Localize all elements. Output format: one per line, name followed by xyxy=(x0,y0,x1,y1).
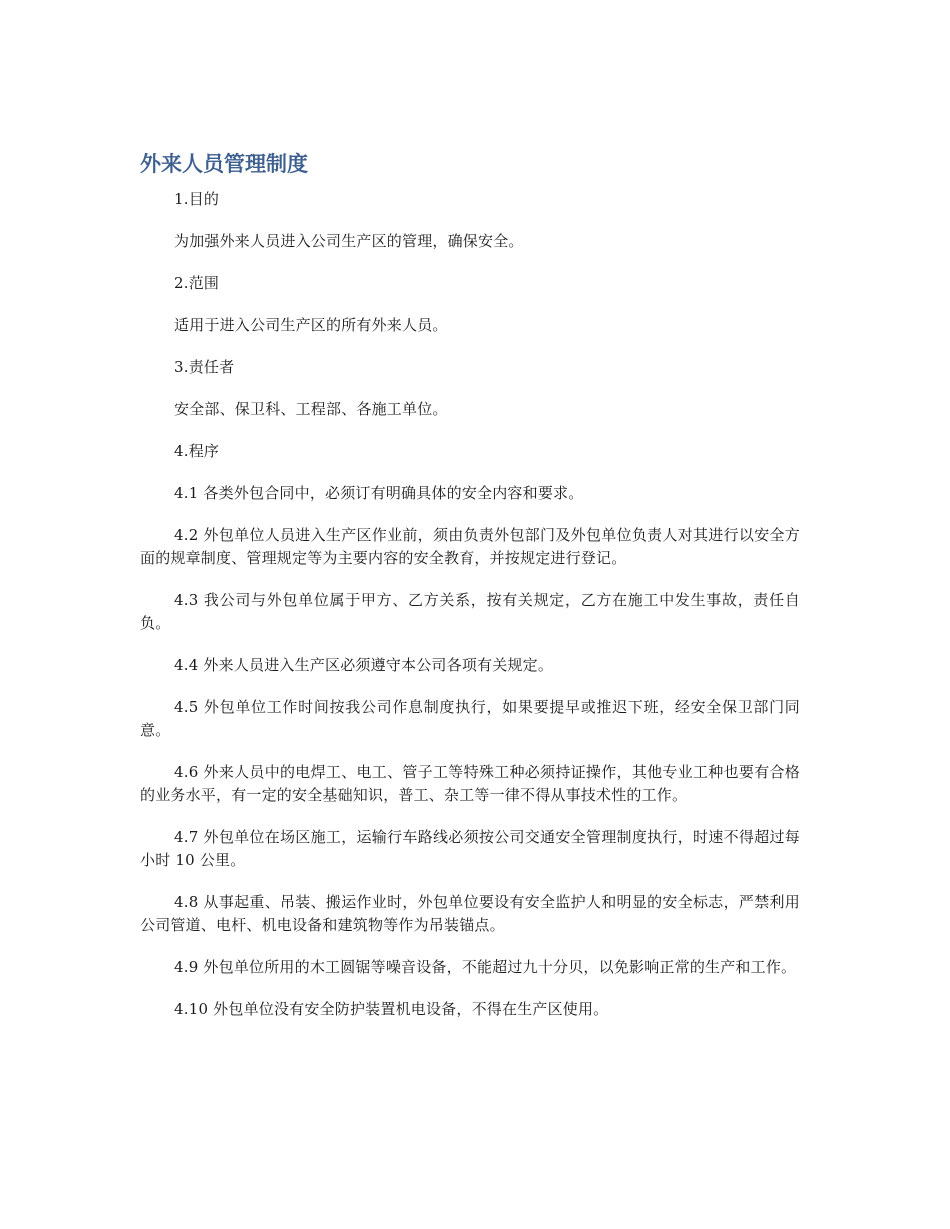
paragraph-4-8: 4.8 从事起重、吊装、搬运作业时，外包单位要设有安全监护人和明显的安全标志，严禁利用公司管道、电杆、机电设备和建筑物等作为吊装锚点。 xyxy=(140,893,800,934)
document-page xyxy=(140,148,800,1040)
section-heading-responsible: 3.责任者 xyxy=(174,358,235,376)
section-heading-procedure: 4.程序 xyxy=(174,442,220,460)
section-heading-purpose: 1.目的 xyxy=(174,190,220,208)
paragraph-purpose: 为加强外来人员进入公司生产区的管理，确保安全。 xyxy=(174,232,524,250)
paragraph-4-5: 4.5 外包单位工作时间按我公司作息制度执行，如果要提早或推迟下班，经安全保卫部门同意。 xyxy=(140,698,800,739)
paragraph-responsible: 安全部、保卫科、工程部、各施工单位。 xyxy=(174,400,448,418)
paragraph-4-2: 4.2 外包单位人员进入生产区作业前，须由负责外包部门及外包单位负责人对其进行以安全方面的规章制度、管理规定等为主要内容的安全教育，并按规定进行登记。 xyxy=(140,526,800,567)
paragraph-4-1: 4.1 各类外包合同中，必须订有明确具体的安全内容和要求。 xyxy=(174,484,584,502)
paragraph-4-9: 4.9 外包单位所用的木工圆锯等噪音设备，不能超过九十分贝，以免影响正常的生产和工作。 xyxy=(174,958,797,976)
paragraph-4-4: 4.4 外来人员进入生产区必须遵守本公司各项有关规定。 xyxy=(174,656,554,674)
paragraph-4-10: 4.10 外包单位没有安全防护装置机电设备，不得在生产区使用。 xyxy=(174,1000,609,1018)
paragraph-scope: 适用于进入公司生产区的所有外来人员。 xyxy=(174,316,448,334)
paragraph-4-3: 4.3 我公司与外包单位属于甲方、乙方关系，按有关规定，乙方在施工中发生事故，责任自负。 xyxy=(140,591,800,632)
paragraph-4-6: 4.6 外来人员中的电焊工、电工、管子工等特殊工种必须持证操作，其他专业工种也要有合格的业务水平，有一定的安全基础知识，普工、杂工等一律不得从事技术性的工作。 xyxy=(140,763,800,804)
document-title: 外来人员管理制度 xyxy=(140,152,308,176)
paragraph-4-7: 4.7 外包单位在场区施工，运输行车路线必须按公司交通安全管理制度执行，时速不得超过每小时 10 公里。 xyxy=(140,828,800,869)
section-heading-scope: 2.范围 xyxy=(174,274,220,292)
